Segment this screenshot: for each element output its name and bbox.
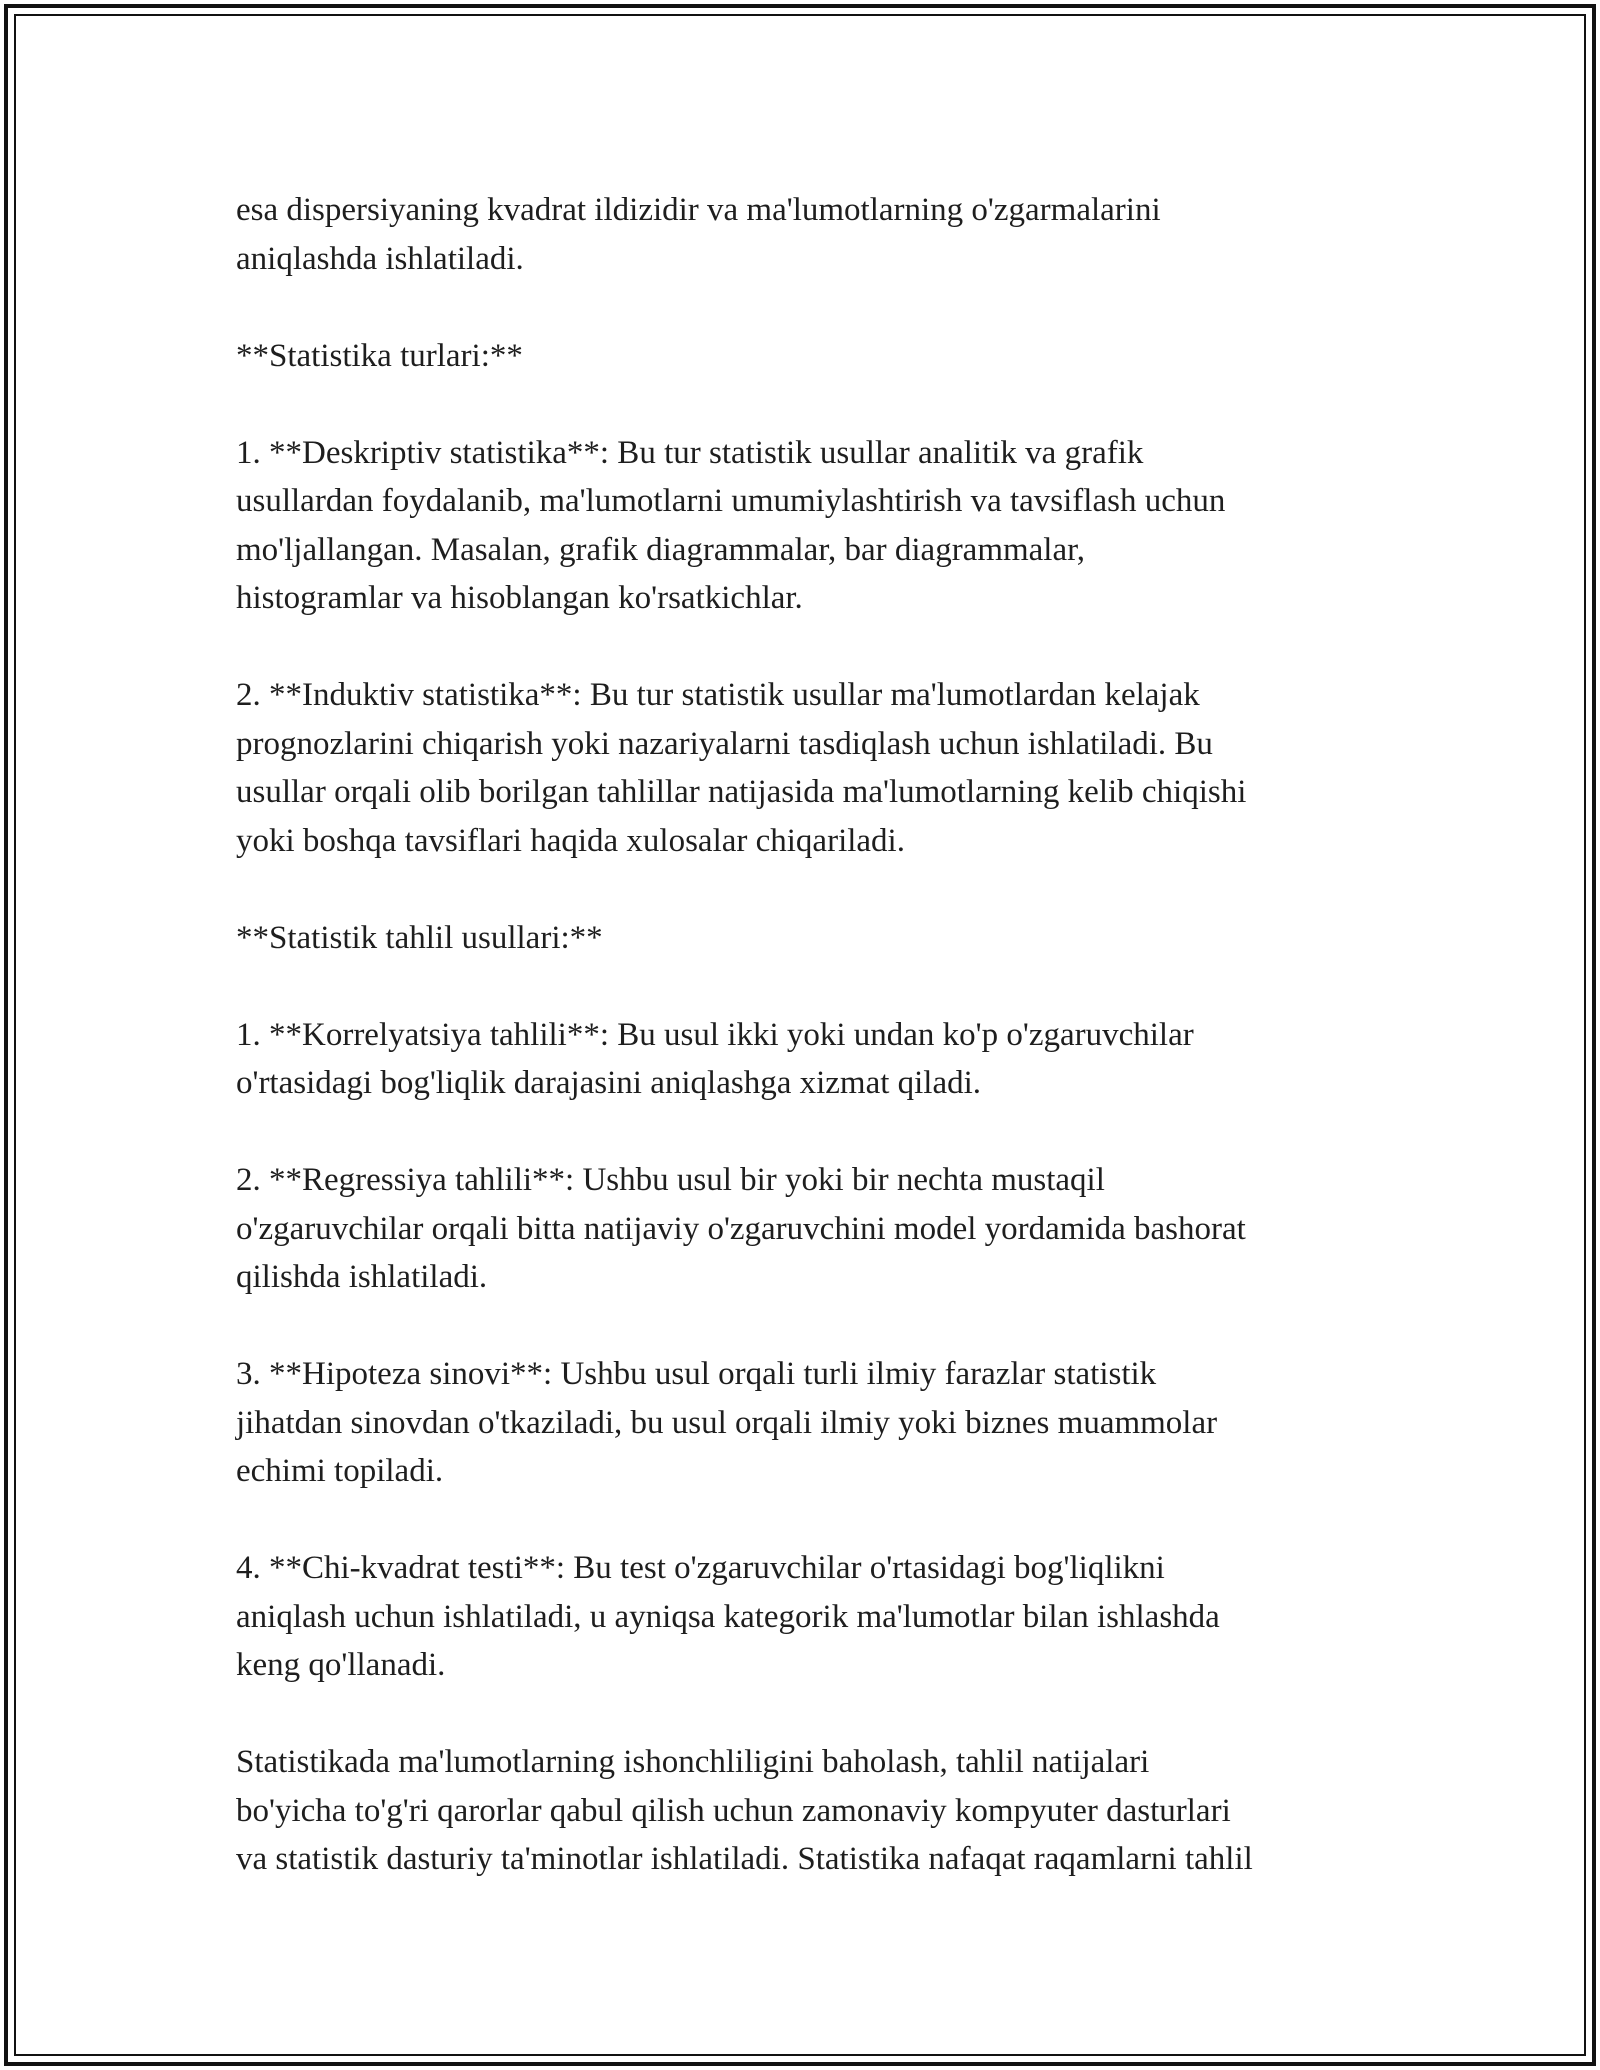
heading-statistika-turlari: **Statistika turlari:** [236,337,523,374]
document-body [236,186,1386,1884]
list-item-regressiya-tahlili: 2. **Regressiya tahlili**: Ushbu usul bir yoki bir nechta mustaqil o'zgaruvchilar orqali bitta natijaviy o'zgaruvchini model yordamida bashorat qilishda ishlatiladi. [236,1162,1246,1295]
list-item-hipoteza-sinovi: 3. **Hipoteza sinovi**: Ushbu usul orqali turli ilmiy farazlar statistik jihatdan sinovdan o'tkaziladi, bu usul orqali ilmiy yoki biznes muammolar echimi topiladi. [236,1356,1218,1489]
list-item-chi-kvadrat-testi: 4. **Chi-kvadrat testi**: Bu test o'zgaruvchilar o'rtasidagi bog'liqlikni aniqlash uchun ishlatiladi, u ayniqsa kategorik ma'lumotlar bilan ishlashda keng qo'llanadi. [236,1550,1220,1683]
heading-statistik-tahlil-usullari: **Statistik tahlil usullari:** [236,919,603,956]
paragraph-intro-continuation: esa dispersiyaning kvadrat ildizidir va ma'lumotlarning o'zgarmalarini aniqlashda ishlatiladi. [236,192,1161,277]
list-item-korrelyatsiya-tahlili: 1. **Korrelyatsiya tahlili**: Bu usul ikki yoki undan ko'p o'zgaruvchilar o'rtasidagi bog'liqlik darajasini aniqlashga xizmat qiladi. [236,1016,1194,1101]
paragraph-conclusion: Statistikada ma'lumotlarning ishonchliligini baholash, tahlil natijalari bo'yicha to'g'ri qarorlar qabul qilish uchun zamonaviy kompyuter dasturlari va statistik dasturiy ta'minotlar ishlatiladi. Statistika nafaqat raqamlarni tahlil [236,1744,1253,1877]
list-item-induktiv-statistika: 2. **Induktiv statistika**: Bu tur statistik usullar ma'lumotlardan kelajak prognozlarini chiqarish yoki nazariyalarni tasdiqlash uchun ishlatiladi. Bu usullar orqali olib borilgan tahlillar natijasida ma'lumotlarning kelib chiqishi yoki boshqa tavsiflari haqida xulosalar chiqariladi. [236,677,1247,859]
list-item-deskriptiv-statistika: 1. **Deskriptiv statistika**: Bu tur statistik usullar analitik va grafik usullardan foydalanib, ma'lumotlarni umumiylashtirish va tavsiflash uchun mo'ljallangan. Masalan, grafik diagrammalar, bar diagrammalar, histogramlar va hisoblangan ko'rsatkichlar. [236,434,1226,616]
